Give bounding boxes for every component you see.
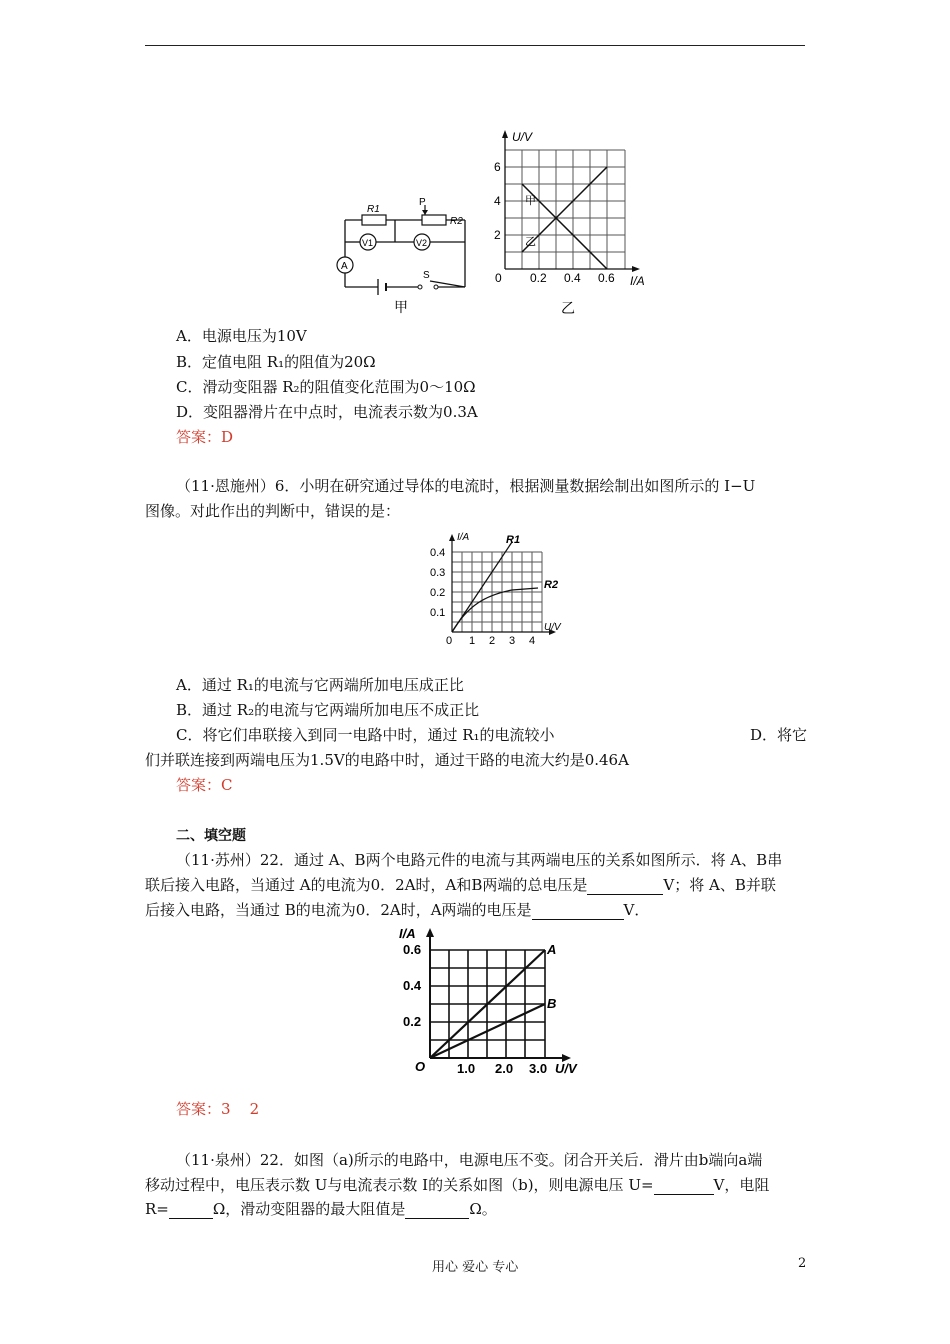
q22b-line3-text-b: Ω，滑动变阻器的最大阻值是 (212, 1200, 406, 1218)
circuit-v1-label: V1 (362, 238, 374, 248)
q22b-line3 (145, 1199, 497, 1219)
circuit-figure-label: 甲 (394, 299, 408, 315)
q6-option-b: B．通过 R₂的电流与它两端所加电压不成正比 (176, 701, 480, 719)
q5-option-b: B．定值电阻 R₁的阻值为20Ω (176, 353, 376, 371)
q22a-graph-x-tick: 2.0 (495, 1061, 514, 1076)
circuit-diagram (330, 195, 480, 320)
q22b-line3-text-c: Ω。 (469, 1200, 497, 1218)
q6-option-d-cont: 们并联连接到两端电压为1.5V的电路中时，通过干路的电流大约是0.46A (145, 751, 629, 769)
page-number: 2 (798, 1256, 807, 1271)
q22a-graph-x-tick: 1.0 (457, 1061, 476, 1076)
q5-graph-y-tick: 6 (494, 160, 501, 174)
circuit-r1-label: R1 (367, 204, 380, 215)
section-title: 二、填空题 (176, 828, 246, 844)
q6-graph-y-tick: 0.4 (430, 547, 446, 559)
q6-graph-y-tick: 0.3 (430, 567, 446, 579)
q5-graph-x-axis: I/A (630, 274, 645, 288)
q22a-graph-y-tick: 0.4 (403, 978, 422, 993)
q5-graph-line-yi: 乙 (525, 236, 536, 248)
q22a-line3-text: 后接入电路，当通过 B的电流为0．2A时，A两端的电压是 (145, 901, 532, 919)
q22a-line2-text-b: V；将 A、B并联 (663, 876, 776, 894)
q22b-line2-text: 移动过程中，电压表示数 U与电流表示数 I的关系如图（b)，则电源电压 U= (145, 1176, 654, 1194)
q22a-blank-2[interactable] (532, 903, 624, 920)
q22a-line3-text-b: V． (623, 901, 650, 919)
q5-graph-y-tick: 2 (494, 228, 501, 242)
q22a-line2-text: 联后接入电路，当通过 A的电流为0．2A时，A和B两端的总电压是 (145, 876, 588, 894)
q22a-graph-y-tick: 0.2 (403, 1014, 422, 1029)
q5-graph-y-tick: 4 (494, 194, 501, 208)
q6-stem-line1: （11·恩施州）6．小明在研究通过导体的电流时，根据测量数据绘制出如图所示的 I−U (176, 477, 756, 495)
q5-option-c: C．滑动变阻器 R₂的阻值变化范围为0～10Ω (176, 378, 476, 396)
q22a-line3 (145, 900, 649, 920)
q6-option-d-start: D．将它 (750, 726, 808, 744)
q22a-answer: 答案：3 2 (176, 1100, 260, 1118)
q22a-blank-1[interactable] (587, 878, 663, 895)
q22a-graph-x-tick: 3.0 (529, 1061, 548, 1076)
q22b-blank-resistance[interactable] (169, 1202, 213, 1219)
q22a-graph-x-axis: U/V (555, 1061, 577, 1076)
circuit-v2-label: V2 (416, 238, 428, 248)
q22b-blank-max-resistance[interactable] (405, 1202, 469, 1219)
circuit-r2-label: R2 (450, 216, 463, 227)
circuit-p-label: P (419, 197, 426, 208)
q5-graph-y-axis: U/V (512, 130, 533, 144)
q22a-line1: （11·苏州）22．通过 A、B两个电路元件的电流与其两端电压的关系如图所示．将 A、B串 (176, 851, 783, 869)
q5-option-a: A．电源电压为10V (176, 327, 307, 345)
q6-graph-x-tick: 3 (509, 635, 516, 647)
q6-graph-x-tick: 2 (489, 635, 496, 647)
q6-stem-line2: 图像。对此作出的判断中，错误的是： (145, 502, 401, 520)
q6-graph-x-axis: U/V (544, 622, 561, 633)
q5-graph-origin: 0 (495, 271, 502, 285)
q22a-graph-line-b: B (547, 996, 557, 1011)
q22a-graph-line-a: A (547, 942, 557, 957)
q6-graph-y-tick: 0.1 (430, 607, 446, 619)
q5-ui-graph (485, 125, 655, 320)
q22a-graph-y-tick: 0.6 (403, 942, 422, 957)
q6-graph-y-tick: 0.2 (430, 587, 446, 599)
q5-graph-x-tick: 0.6 (598, 271, 615, 285)
q22b-line2-text-b: V，电阻 (713, 1176, 770, 1194)
q6-iu-graph (428, 530, 578, 650)
circuit-s-label: S (423, 270, 430, 281)
q22b-blank-voltage[interactable] (654, 1178, 714, 1195)
q6-option-c: C．将它们串联接入到同一电路中时，通过 R₁的电流较小 (176, 726, 555, 744)
q6-graph-y-axis: I/A (457, 532, 470, 543)
q22b-line1: （11·泉州）22．如图（a)所示的电路中，电源电压不变。闭合开关后．滑片由b端向a端 (176, 1151, 763, 1169)
q6-graph-r2-label: R2 (544, 579, 559, 591)
q6-graph-x-tick: 1 (469, 635, 476, 647)
q6-graph-origin: 0 (446, 635, 453, 647)
q22a-line2 (145, 875, 776, 895)
q5-graph-x-tick: 0.2 (530, 271, 547, 285)
q6-graph-r1-label: R1 (506, 534, 521, 546)
q5-answer: 答案：D (176, 428, 234, 446)
q22a-graph-origin: O (415, 1059, 426, 1074)
q6-answer: 答案：C (176, 776, 233, 794)
q22a-graph-y-axis: I/A (399, 926, 416, 941)
q5-graph-line-jia: 甲 (525, 195, 536, 207)
q22b-line3-text: R= (145, 1200, 169, 1218)
q5-graph-x-tick: 0.4 (564, 271, 581, 285)
q5-graph-figure-label: 乙 (561, 300, 575, 316)
q6-option-a: A．通过 R₁的电流与它两端所加电压成正比 (176, 676, 464, 694)
q22b-line2 (145, 1175, 769, 1195)
circuit-a-label: A (341, 261, 348, 272)
q5-option-d: D．变阻器滑片在中点时，电流表示数为0.3A (176, 403, 478, 421)
q6-graph-x-tick: 4 (529, 635, 536, 647)
footer-motto: 用心 爱心 专心 (432, 1260, 519, 1275)
q22a-iu-graph (395, 922, 595, 1082)
header-rule (145, 45, 805, 46)
